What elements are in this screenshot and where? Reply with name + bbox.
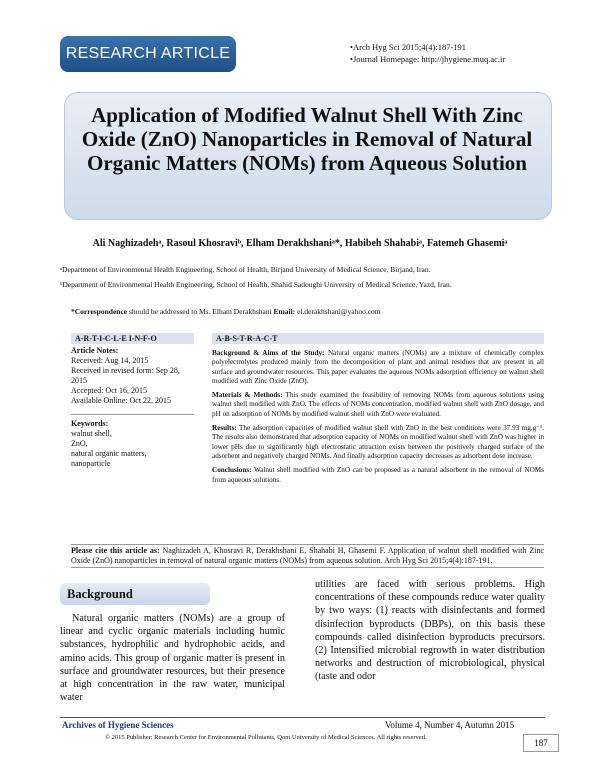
cite-label: Please cite this article as: <box>71 546 160 555</box>
author-list: Ali Naghizadehᵃ, Rasoul Khosraviᵇ, Elham Derakhshaniᵃ*, Habibeh Shahabiᵃ, Fatemeh Ghasemiᵃ <box>92 238 508 249</box>
affiliation-b: ᵇDepartment of Environmental Health Engineering, School of Health, Shahid Sadoughi University of Medical Science, Yazd, Iran. <box>60 280 452 289</box>
keyword: nanoparticle <box>71 459 111 468</box>
footer-divider <box>60 717 545 718</box>
body-column-right: utilities are faced with serious problems. High concentrations of these compounds reduce water quality by two ways: (1) reacts with disinfectants and formed disinfection byproducts (DBPs), on this basis these compounds called disinfection byproducts precursors. (2) Intensified microbial regrowth in water distribution networks and destruction of microbiological, physical (taste and odor <box>315 579 545 683</box>
keyword: walnut shell, <box>71 429 112 438</box>
keyword-list <box>71 429 194 469</box>
affiliation-a: ᵃDepartment of Environmental Health Engineering, School of Health, Birjand University of Medical Science, Birjand, Iran. <box>60 265 431 274</box>
footer-copyright: © 2015 Publisher: Research Center for Environmental Pollutants, Qom University of Medical Sciences. All rights reserved. <box>105 734 427 741</box>
keyword: ZnO, <box>71 439 88 448</box>
section-label: Conclusions: <box>212 466 252 475</box>
section-label: Background & Aims of the Study: <box>212 349 325 357</box>
email-label: Email: <box>273 307 296 316</box>
cite-text: Naghizadeh A, Khosravi R, Derakhshani E, Shahabi H, Ghasemi F. Application of walnut shell modified with Zinc Oxide (ZnO) nanoparticles in removal of natural organic matters (NOMs) from aqueous solution. Arch Hyg Sci 2015;4(4):187-191. <box>71 546 544 565</box>
article-info-column <box>71 333 194 469</box>
section-text: This study examined the feasibility of removing NOMs from aqueous solutions using walnut shell modified with ZnO. The effects of NOMs concentration, modified walnut shell with ZnO dosage, and pH on adsorption of NOMs by modified walnut shell with ZnO were evaluated. <box>212 391 545 418</box>
article-notes-title: Article Notes: <box>71 346 119 355</box>
abstract-results <box>212 424 544 461</box>
section-label: Results: <box>212 424 237 433</box>
section-text: Walnut shell modified with ZnO can be proposed as a natural adsorbent in the removal of NOMs from aqueous solutions. <box>212 466 544 484</box>
note-online: Available Online: Oct 22, 2015 <box>71 396 172 405</box>
section-text: The adsorption capacities of modified walnut shell with ZnO in the best conditions were 37.93 mg.g⁻¹. The results also demonstrated that adsorption capacity of NOMs on modified walnut shell with ZnO was higher in lower pHs due to significantly high electrostatic attraction exists between the positively charged surface of the adsorbent and negatively charged NOMs. And finally adsorption capacity decreases as adsorbent dose increase. <box>212 424 544 460</box>
article-info-heading: A-R-T-I-C-L-E I-N-F-O <box>71 333 194 344</box>
background-heading: Background <box>60 583 210 605</box>
abstract-column <box>212 333 544 490</box>
section-label: Materials & Methods: <box>212 391 283 400</box>
journal-homepage-link[interactable]: •Journal Homepage: http://jhygiene.muq.ac.ir <box>350 54 506 64</box>
page-number: 187 <box>523 734 559 752</box>
citation-box <box>71 544 544 568</box>
footer-journal: Archives of Hygiene Sciences <box>62 720 174 730</box>
section-text: Natural organic matters (NOMs) are a mixture of chemically complex polyelectrolytes produced mainly from the decomposition of plant and animal residues that are present in all surface and groundwater resources. This paper evaluates the aqueous NOMs adsorption efficiency on walnut shell modified with Zinc Oxide (ZnO). <box>212 349 544 385</box>
body-column-left: Natural organic matters (NOMs) are a group of linear and cyclic organic materials including humic substances, hydrophilic and hydrophobic acids, and amino acids. This group of organic matter is present in surface and groundwater resources, but their presence at high concentration in the raw water, municipal water <box>60 613 285 704</box>
correspondence-text: should be addressed to Ms. Elham Derakhshani <box>127 307 274 316</box>
journal-info <box>350 41 505 65</box>
journal-citation: •Arch Hyg Sci 2015;4(4):187-191 <box>350 42 467 52</box>
note-received: Received: Aug 14, 2015 <box>71 356 149 365</box>
note-accepted: Accepted: Oct 16, 2015 <box>71 386 147 395</box>
email-link[interactable]: el.derakhshani@yahoo.com <box>295 307 381 316</box>
keywords-title: Keywords: <box>71 414 194 429</box>
correspondence-label: *Correspondence <box>71 307 128 316</box>
abstract-heading: A-B-S-T-R-A-C-T <box>212 333 544 344</box>
abstract-methods <box>212 391 544 419</box>
keyword: natural organic matters, <box>71 449 147 458</box>
footer-volume: Volume 4, Number 4, Autumn 2015 <box>385 720 515 730</box>
note-revised: Received in revised form: Sep 28, 2015 <box>71 366 180 385</box>
abstract-conclusions <box>212 466 544 485</box>
article-type-badge: RESEARCH ARTICLE <box>60 36 236 72</box>
abstract-background <box>212 349 544 386</box>
correspondence <box>71 307 381 316</box>
article-title: Application of Modified Walnut Shell With Zinc Oxide (ZnO) Nanoparticles in Removal of Natural Organic Matters (NOMs) from Aqueous Solution <box>81 103 533 175</box>
